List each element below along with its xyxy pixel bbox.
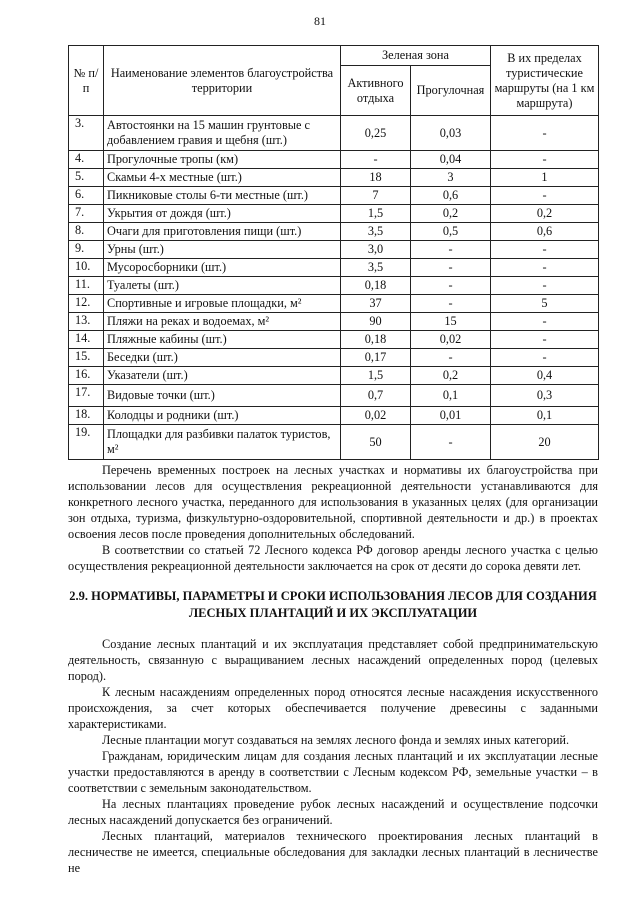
row-routes: -	[491, 116, 599, 151]
row-walking: 0,2	[411, 205, 491, 223]
table-row	[69, 241, 599, 259]
row-number: 15.	[69, 349, 104, 367]
row-walking: 3	[411, 169, 491, 187]
row-active: 0,25	[341, 116, 411, 151]
row-name: Видовые точки (шт.)	[104, 385, 341, 407]
row-active: 3,5	[341, 223, 411, 241]
page-number: 81	[314, 14, 326, 28]
row-name: Урны (шт.)	[104, 241, 341, 259]
row-active: -	[341, 151, 411, 169]
paragraph: К лесным насаждениям определенных пород относятся лесные насаждения искусственного происхождения, за счет которых обеспечивается получение древесины с заданными характеристиками.	[68, 685, 598, 731]
row-active: 7	[341, 187, 411, 205]
row-walking: 0,01	[411, 407, 491, 425]
table-row	[69, 313, 599, 331]
row-walking: -	[411, 241, 491, 259]
row-routes: 0,2	[491, 205, 599, 223]
table-row	[69, 425, 599, 460]
row-walking: 0,2	[411, 367, 491, 385]
row-active: 3,0	[341, 241, 411, 259]
row-name: Беседки (шт.)	[104, 349, 341, 367]
row-number: 11.	[69, 277, 104, 295]
header-routes: В их пределах туристические маршруты (на 1 км маршрута)	[491, 46, 599, 116]
row-walking: -	[411, 295, 491, 313]
row-walking: -	[411, 349, 491, 367]
row-number: 3.	[69, 116, 104, 151]
row-routes: 0,1	[491, 407, 599, 425]
row-active: 50	[341, 425, 411, 460]
row-routes: 1	[491, 169, 599, 187]
section-title: 2.9. НОРМАТИВЫ, ПАРАМЕТРЫ И СРОКИ ИСПОЛЬЗОВАНИЯ ЛЕСОВ ДЛЯ СОЗДАНИЯ ЛЕСНЫХ ПЛАНТАЦИЙ И ИХ ЭКСПЛУАТАЦИИ	[69, 589, 597, 620]
table-row	[69, 367, 599, 385]
row-number: 19.	[69, 425, 104, 460]
row-walking: 0,03	[411, 116, 491, 151]
row-routes: 20	[491, 425, 599, 460]
row-name: Пикниковые столы 6-ти местные (шт.)	[104, 187, 341, 205]
row-walking: -	[411, 277, 491, 295]
row-walking: 0,6	[411, 187, 491, 205]
page-content	[68, 45, 598, 876]
row-number: 7.	[69, 205, 104, 223]
table-row	[69, 205, 599, 223]
row-number: 14.	[69, 331, 104, 349]
table-row	[69, 169, 599, 187]
row-active: 0,17	[341, 349, 411, 367]
row-routes: -	[491, 277, 599, 295]
paragraph: На лесных плантациях проведение рубок лесных насаждений и осуществление подсочки лесных насаждений допускается без ограничений.	[68, 797, 598, 827]
row-name: Укрытия от дождя (шт.)	[104, 205, 341, 223]
row-name: Указатели (шт.)	[104, 367, 341, 385]
row-name: Пляжи на реках и водоемах, м²	[104, 313, 341, 331]
paragraph: Лесные плантации могут создаваться на землях лесного фонда и землях иных категорий.	[102, 733, 570, 747]
row-active: 0,18	[341, 277, 411, 295]
table-row	[69, 295, 599, 313]
table-row	[69, 223, 599, 241]
norms-table	[68, 45, 599, 460]
row-name: Мусоросборники (шт.)	[104, 259, 341, 277]
paragraph: Лесных плантаций, материалов технического проектирования лесных плантаций в лесничестве не имеется, специальные обследования для закладки лесных плантаций в лесничестве не	[68, 829, 598, 875]
row-routes: -	[491, 151, 599, 169]
header-num: № п/п	[69, 46, 104, 116]
row-number: 18.	[69, 407, 104, 425]
row-number: 12.	[69, 295, 104, 313]
row-name: Очаги для приготовления пищи (шт.)	[104, 223, 341, 241]
row-number: 17.	[69, 385, 104, 407]
row-name: Площадки для разбивки палаток туристов, м²	[104, 425, 341, 460]
row-active: 3,5	[341, 259, 411, 277]
table-row	[69, 277, 599, 295]
row-walking: 0,02	[411, 331, 491, 349]
table-row	[69, 187, 599, 205]
row-active: 0,02	[341, 407, 411, 425]
header-walking: Прогулочная	[411, 66, 491, 116]
row-number: 16.	[69, 367, 104, 385]
row-walking: -	[411, 259, 491, 277]
paragraph: Гражданам, юридическим лицам для создания лесных плантаций и их эксплуатации лесные участки предоставляются в аренду в соответствии с Лесным кодексом РФ, земельные участки – в соответствии с земельным законодательством.	[68, 749, 598, 795]
paragraph: Перечень временных построек на лесных участках и нормативы их благоустройства при использовании лесов для осуществления рекреационной деятельности устанавливаются для конкретного лесного участка, переданного для использования в указанных целях (для организации зон отдыха, туризма, физкультурно-оздоровительной, спортивной деятельности и др.) в проектах освоения лесов после проведения дополнительных обследований.	[68, 463, 598, 541]
row-walking: 0,1	[411, 385, 491, 407]
row-routes: -	[491, 259, 599, 277]
table-row	[69, 151, 599, 169]
row-number: 5.	[69, 169, 104, 187]
row-active: 37	[341, 295, 411, 313]
row-routes: 0,3	[491, 385, 599, 407]
table-row	[69, 385, 599, 407]
row-routes: -	[491, 331, 599, 349]
row-routes: 5	[491, 295, 599, 313]
row-number: 9.	[69, 241, 104, 259]
paragraph: В соответствии со статьей 72 Лесного кодекса РФ договор аренды лесного участка с целью осуществления рекреационной деятельности заключается на срок от десяти до сорока девяти лет.	[68, 543, 598, 573]
table-row	[69, 116, 599, 151]
row-name: Автостоянки на 15 машин грунтовые с добавлением гравия и щебня (шт.)	[104, 116, 341, 151]
row-routes: -	[491, 349, 599, 367]
row-active: 0,18	[341, 331, 411, 349]
row-active: 1,5	[341, 205, 411, 223]
row-routes: 0,4	[491, 367, 599, 385]
table-row	[69, 407, 599, 425]
row-number: 6.	[69, 187, 104, 205]
row-routes: -	[491, 241, 599, 259]
table-row	[69, 349, 599, 367]
row-walking: 15	[411, 313, 491, 331]
row-active: 90	[341, 313, 411, 331]
header-name: Наименование элементов благоустройства территории	[104, 46, 341, 116]
row-active: 18	[341, 169, 411, 187]
body-text-bottom	[68, 636, 598, 876]
row-name: Туалеты (шт.)	[104, 277, 341, 295]
row-name: Колодцы и родники (шт.)	[104, 407, 341, 425]
row-routes: -	[491, 187, 599, 205]
table-row	[69, 331, 599, 349]
row-routes: 0,6	[491, 223, 599, 241]
row-walking: -	[411, 425, 491, 460]
row-number: 8.	[69, 223, 104, 241]
header-active: Активного отдыха	[341, 66, 411, 116]
row-number: 4.	[69, 151, 104, 169]
table-row	[69, 259, 599, 277]
row-walking: 0,04	[411, 151, 491, 169]
header-green-zone: Зеленая зона	[341, 46, 491, 66]
paragraph: Создание лесных плантаций и их эксплуатация представляет собой предпринимательскую деятельность, связанную с выращиванием лесных насаждений определенных пород (целевых пород).	[68, 637, 598, 683]
row-number: 10.	[69, 259, 104, 277]
row-active: 1,5	[341, 367, 411, 385]
row-name: Спортивные и игровые площадки, м²	[104, 295, 341, 313]
row-routes: -	[491, 313, 599, 331]
row-walking: 0,5	[411, 223, 491, 241]
row-name: Прогулочные тропы (км)	[104, 151, 341, 169]
row-number: 13.	[69, 313, 104, 331]
row-name: Пляжные кабины (шт.)	[104, 331, 341, 349]
row-name: Скамьи 4-х местные (шт.)	[104, 169, 341, 187]
row-active: 0,7	[341, 385, 411, 407]
body-text-top	[68, 462, 598, 574]
